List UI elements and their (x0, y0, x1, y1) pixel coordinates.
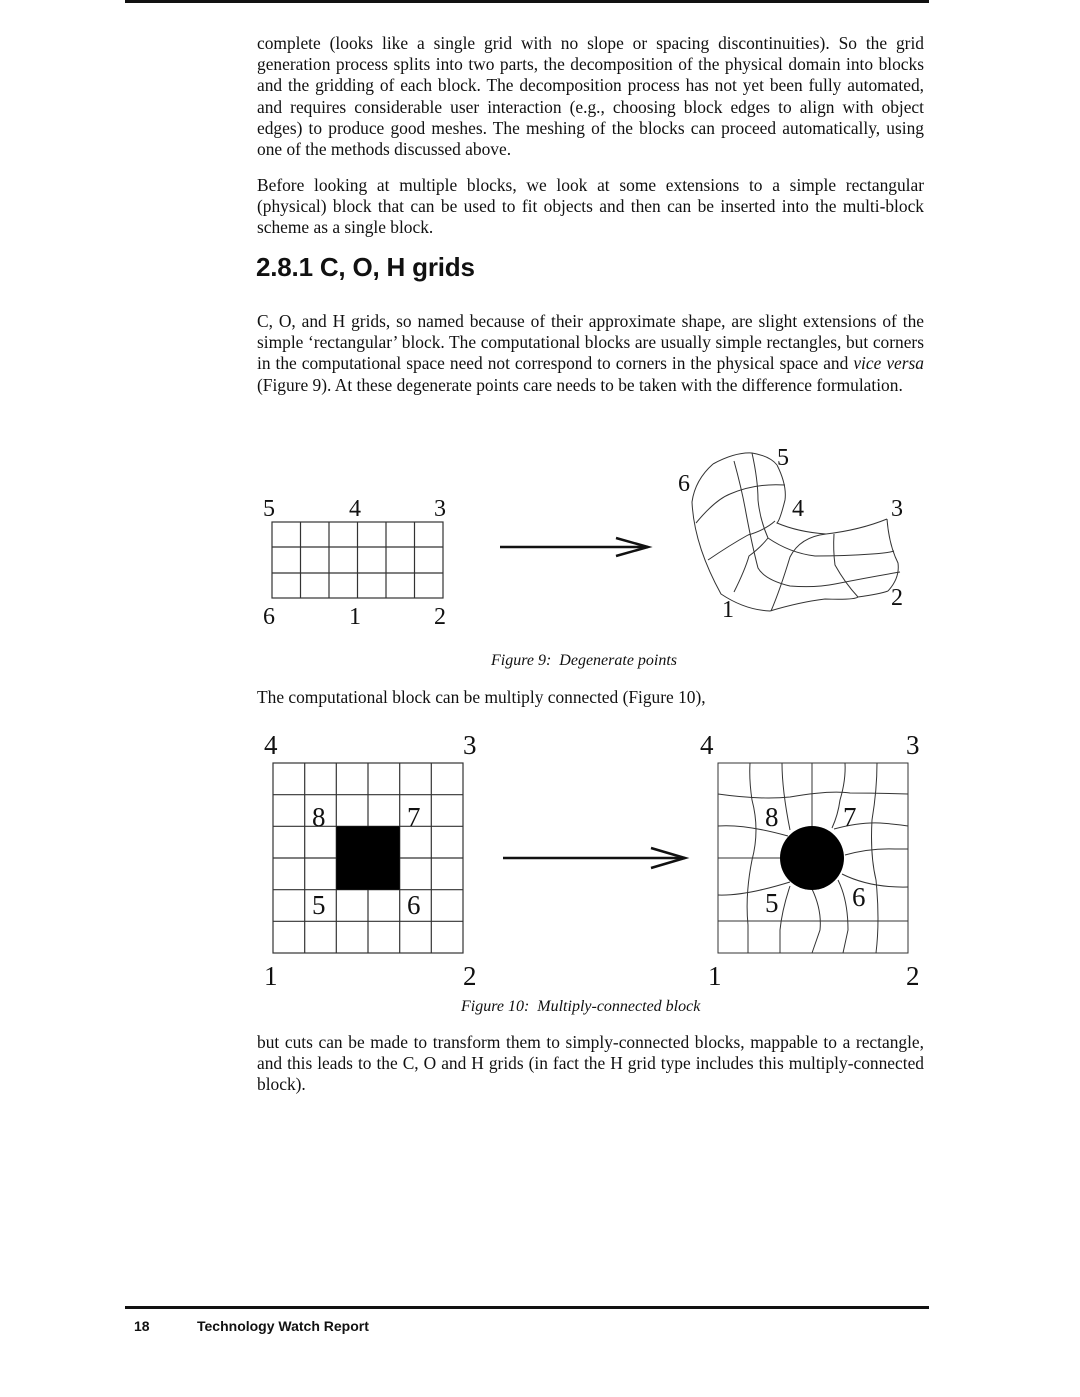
body-paragraph-2: Before looking at multiple blocks, we look at some extensions to a simple rectangular (physical) block that can be used to fit objects and then can be inserted into the multi-block scheme as a single block. (257, 175, 924, 238)
fig10-phys-label-1: 1 (708, 961, 722, 991)
mapping-arrow-icon (500, 538, 648, 556)
circular-hole (780, 826, 844, 890)
section-heading: 2.8.1 C, O, H grids (256, 252, 475, 282)
fig9-phys-label-6: 6 (678, 471, 690, 497)
fig10-label-4: 4 (264, 730, 278, 760)
section-text-a: C, O, and H grids, so named because of their approximate shape, are slight extensions of the simple ‘rectangular’ block. The computational blocks are usually simple rectangles, but corners in the computational space need not correspond to corners in the physical space and (257, 311, 924, 374)
fig10-label-3: 3 (463, 730, 477, 760)
fig10-label-6: 6 (407, 890, 421, 920)
fig9-phys-label-2: 2 (891, 585, 903, 611)
fig10-phys-label-6: 6 (852, 882, 866, 912)
fig10-phys-label-3: 3 (906, 730, 920, 760)
fig10-phys-label-4: 4 (700, 730, 714, 760)
fig10-label-1: 1 (264, 961, 278, 991)
physical-grid (692, 453, 900, 611)
footer-rule (125, 1306, 929, 1309)
fig9-phys-label-3: 3 (891, 496, 903, 522)
page-number: 18 (134, 1318, 150, 1334)
fig10-label-2: 2 (463, 961, 477, 991)
section-text-b: (Figure 9). At these degenerate points care needs to be taken with the difference formulation. (257, 374, 903, 395)
square-hole (336, 826, 399, 889)
mapping-arrow-icon (503, 848, 685, 868)
fig10-phys-label-8: 8 (765, 802, 779, 832)
fig9-label-5: 5 (263, 496, 275, 522)
fig9-phys-label-1: 1 (722, 597, 734, 623)
fig10-phys-label-2: 2 (906, 961, 920, 991)
fig10-label-5: 5 (312, 890, 326, 920)
section-paragraph (257, 311, 924, 396)
header-rule (125, 0, 929, 3)
fig9-label-2: 2 (434, 604, 446, 630)
figure-10-caption: Figure 10: Multiply-connected block (461, 998, 701, 1015)
fig9-label-1: 1 (349, 604, 361, 630)
fig10-phys-label-5: 5 (765, 888, 779, 918)
fig9-label-4: 4 (349, 496, 361, 522)
fig9-label-6: 6 (263, 604, 275, 630)
body-paragraph-1: complete (looks like a single grid with no slope or spacing discontinuities). So the grid generation process splits into two parts, the decomposition of the physical domain into blocks and the gridding of each block. The decomposition process has not yet been fully automated, and requires considerable user interaction (e.g., choosing block edges to align with object edges) to produce good meshes. The meshing of the blocks can proceed automatically, using one of the methods discussed above. (257, 33, 924, 160)
fig9-label-3: 3 (434, 496, 446, 522)
closing-paragraph: but cuts can be made to transform them to simply-connected blocks, mappable to a rectangle, and this leads to the C, O and H grids (in fact the H grid type includes this multiply-connected block). (257, 1032, 924, 1095)
between-paragraph: The computational block can be multiply connected (Figure 10), (257, 687, 706, 707)
fig9-phys-label-5: 5 (777, 445, 789, 471)
fig9-phys-label-4: 4 (792, 496, 804, 522)
section-text-italic: vice versa (853, 353, 924, 374)
footer-title: Technology Watch Report (197, 1318, 369, 1334)
figure-9-diagram (250, 440, 930, 640)
figure-9-caption: Figure 9: Degenerate points (491, 652, 678, 669)
computational-grid (272, 522, 443, 598)
fig10-label-7: 7 (407, 802, 421, 832)
fig10-label-8: 8 (312, 802, 326, 832)
figure-10-diagram (250, 725, 940, 995)
fig10-phys-label-7: 7 (843, 802, 857, 832)
